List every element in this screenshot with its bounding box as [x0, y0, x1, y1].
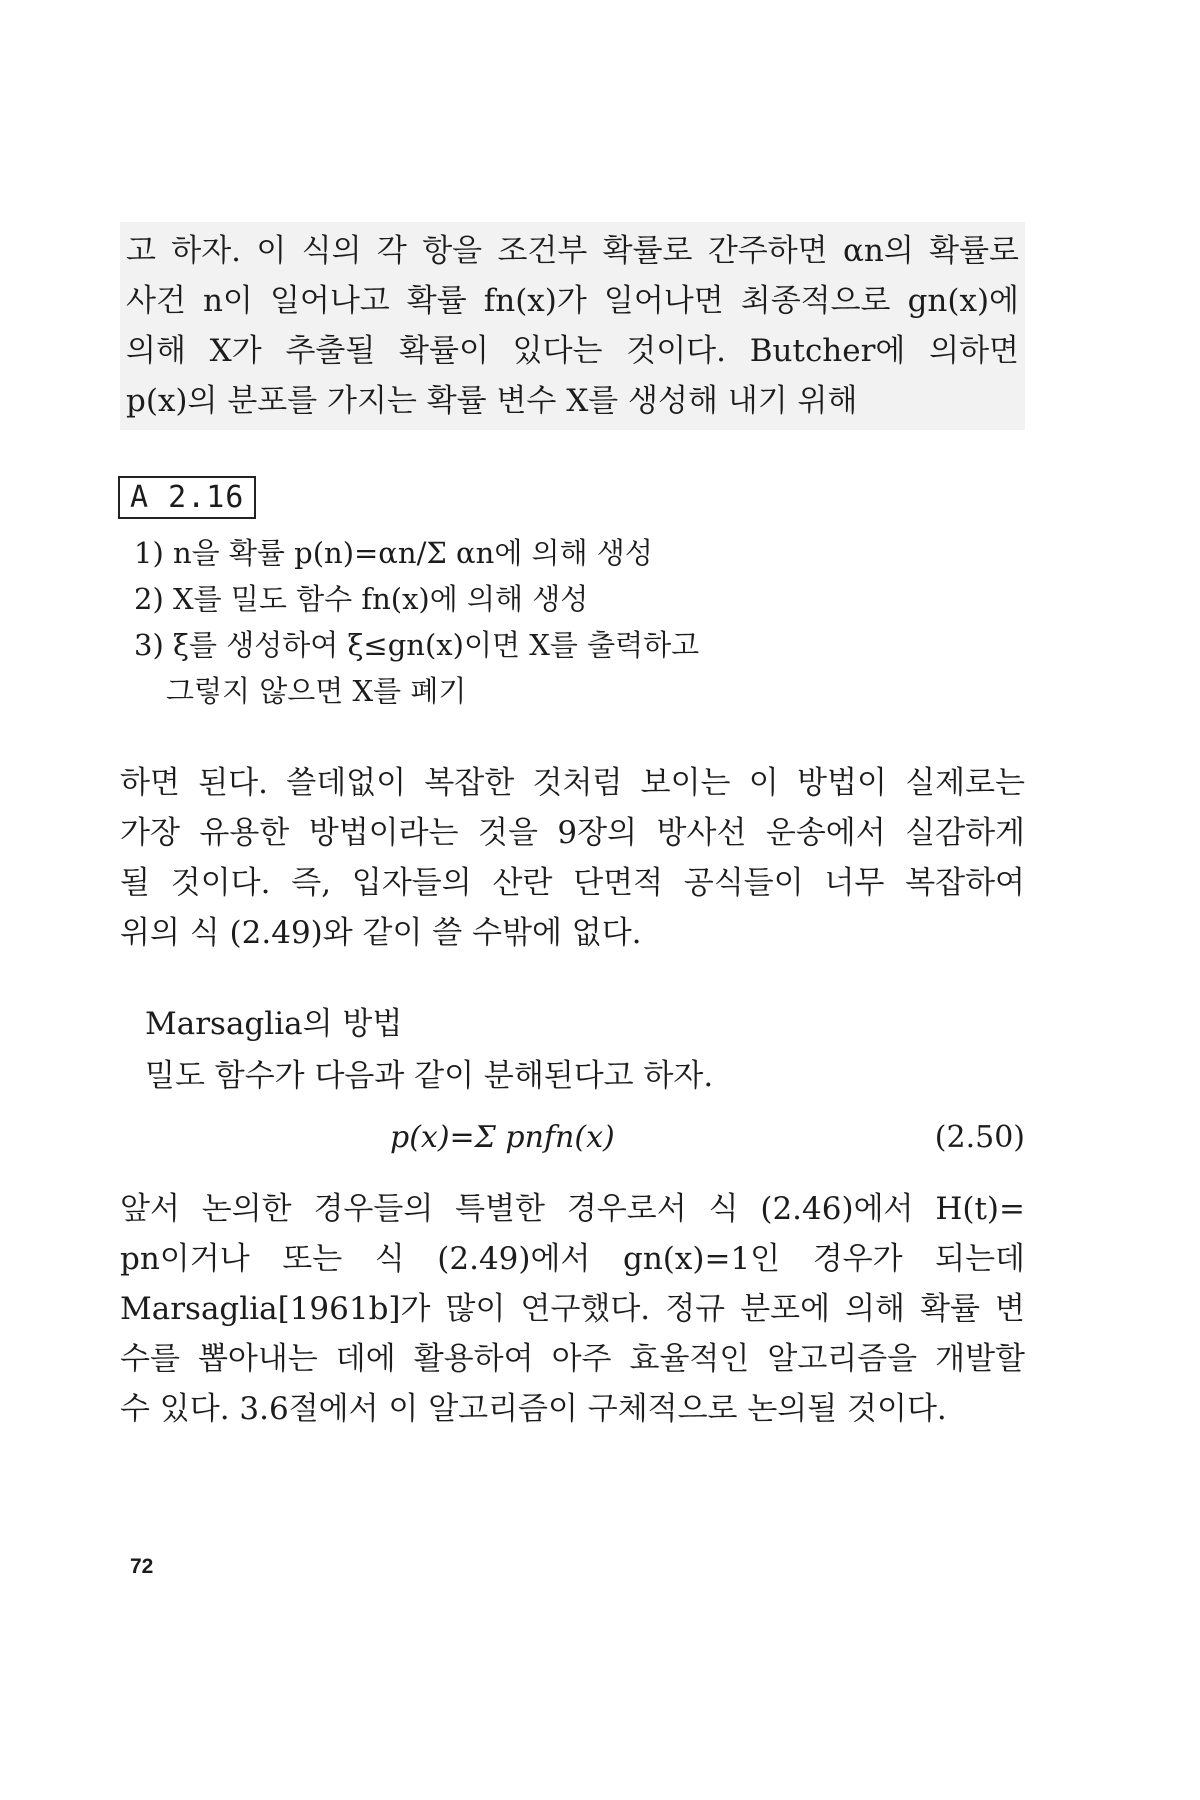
- paragraph-line: pn이거나 또는 식 (2.49)에서 gn(x)=1인 경우가 되는데: [120, 1241, 1025, 1277]
- algorithm-step: 3) ξ를 생성하여 ξ≤gn(x)이면 X를 출력하고: [134, 628, 700, 662]
- intro-line: 사건 n이 일어나고 확률 fn(x)가 일어나면 최종적으로 gn(x)에: [126, 283, 1019, 319]
- algorithm-step: 2) X를 밀도 함수 fn(x)에 의해 생성: [134, 582, 589, 616]
- intro-line: p(x)의 분포를 가지는 확률 변수 X를 생성해 내기 위해: [126, 383, 858, 419]
- section-intro: 밀도 함수가 다음과 같이 분해된다고 하자.: [145, 1058, 714, 1094]
- algorithm-steps: [134, 530, 699, 714]
- paragraph-line: 앞서 논의한 경우들의 특별한 경우로서 식 (2.46)에서 H(t)=: [120, 1191, 1025, 1227]
- paragraph-line: 위의 식 (2.49)와 같이 쓸 수밖에 없다.: [120, 915, 642, 951]
- intro-line: 고 하자. 이 식의 각 항을 조건부 확률로 간주하면 αn의 확률로: [126, 233, 1019, 269]
- paragraph-line: 수 있다. 3.6절에서 이 알고리즘이 구체적으로 논의될 것이다.: [120, 1391, 947, 1427]
- marsaglia-paragraph: [120, 1184, 1025, 1434]
- paragraph-line: Marsaglia[1961b]가 많이 연구했다. 정규 분포에 의해 확률 변: [120, 1291, 1025, 1327]
- equation: [120, 1120, 1025, 1164]
- equation-number: (2.50): [934, 1120, 1025, 1155]
- page-number: 72: [130, 1555, 154, 1578]
- intro-paragraph: [120, 222, 1025, 430]
- intro-line: 의해 X가 추출될 확률이 있다는 것이다. Butcher에 의하면: [126, 333, 1019, 369]
- algorithm-step: 1) n을 확률 p(n)=αn/Σ αn에 의해 생성: [134, 536, 653, 570]
- equation-formula: p(x)=Σ pnfn(x): [390, 1120, 615, 1155]
- algorithm-step-continuation: 그렇지 않으면 X를 폐기: [166, 674, 467, 708]
- section-title: Marsaglia의 방법: [145, 1006, 403, 1042]
- paragraph-line: 될 것이다. 즉, 입자들의 산란 단면적 공식들이 너무 복잡하여: [120, 865, 1025, 901]
- paragraph-line: 수를 뽑아내는 데에 활용하여 아주 효율적인 알고리즘을 개발할: [120, 1341, 1025, 1377]
- paragraph-line: 가장 유용한 방법이라는 것을 9장의 방사선 운송에서 실감하게: [120, 815, 1025, 851]
- paragraph-line: 하면 된다. 쓸데없이 복잡한 것처럼 보이는 이 방법이 실제로는: [120, 765, 1025, 801]
- algorithm-label: A 2.16: [118, 476, 256, 519]
- explanation-paragraph: [120, 758, 1025, 958]
